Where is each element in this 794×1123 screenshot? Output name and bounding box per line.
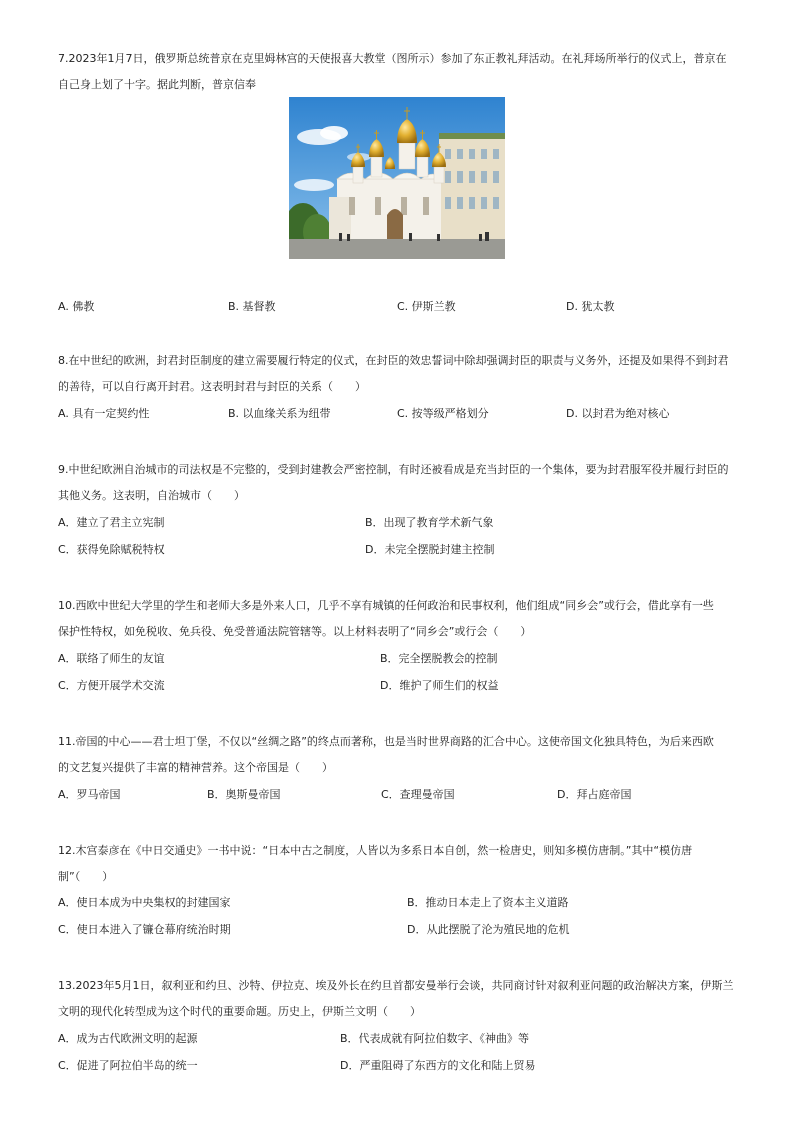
q9-option-a[interactable]: A．建立了君主立宪制 [58, 516, 165, 529]
q11-stem-line2: 的文艺复兴提供了丰富的精神营养。这个帝国是（ ） [58, 761, 333, 774]
q7-stem-line1: 7.2023年1月7日，俄罗斯总统普京在克里姆林宫的天使报喜大教堂（图所示）参加了东正教礼拜活动。在礼拜场所举行的仪式上，普京在 [58, 52, 727, 65]
q13-option-b[interactable]: B．代表成就有阿拉伯数字、《神曲》等 [340, 1032, 530, 1045]
q12-stem-line2: 制”（ ） [58, 870, 114, 883]
q12-option-c[interactable]: C．使日本进入了镰仓幕府统治时期 [58, 923, 231, 936]
q13-option-a[interactable]: A．成为古代欧洲文明的起源 [58, 1032, 198, 1045]
q9-stem-line1: 9.中世纪欧洲自治城市的司法权是不完整的，受到封建教会严密控制，有时还被看成是充当封臣的一个集体，要为封君服军役并履行封臣的 [58, 463, 729, 476]
q10-stem-line1: 10.西欧中世纪大学里的学生和老师大多是外来人口，几乎不享有城镇的任何政治和民事权利，他们组成“同乡会”或行会，借此享有一些 [58, 599, 714, 612]
q11-option-c[interactable]: C．查理曼帝国 [381, 788, 455, 801]
q9-option-c[interactable]: C．获得免除赋税特权 [58, 543, 165, 556]
q13-stem-line1: 13.2023年5月1日，叙利亚和约旦、沙特、伊拉克、埃及外长在约旦首都安曼举行会谈，共同商讨针对叙利亚问题的政治解决方案，伊斯兰 [58, 979, 734, 992]
q11-option-a[interactable]: A．罗马帝国 [58, 788, 121, 801]
q9-option-d[interactable]: D．未完全摆脱封建主控制 [365, 543, 495, 556]
q7-option-d[interactable]: D. 犹太教 [566, 300, 615, 313]
q10-option-d[interactable]: D．维护了师生们的权益 [380, 679, 499, 692]
q9-stem-line2: 其他义务。这表明，自治城市（ ） [58, 489, 245, 502]
q10-option-c[interactable]: C．方便开展学术交流 [58, 679, 165, 692]
q7-option-a[interactable]: A. 佛教 [58, 300, 95, 313]
q13-option-c[interactable]: C．促进了阿拉伯半岛的统一 [58, 1059, 198, 1072]
q10-stem-line2: 保护性特权，如免税收、免兵役、免受普通法院管辖等。以上材料表明了“同乡会”或行会（ ） [58, 625, 532, 638]
q12-stem-line1: 12.木宫泰彦在《中日交通史》一书中说：“日本中古之制度，人皆以为多系日本自创，然一检唐史，则知多模仿唐制。”其中“模仿唐 [58, 844, 693, 857]
q10-option-b[interactable]: B．完全摆脱教会的控制 [380, 652, 498, 665]
q8-stem-line1: 8.在中世纪的欧洲，封君封臣制度的建立需要履行特定的仪式，在封臣的效忠誓词中除却强调封臣的职责与义务外，还提及如果得不到封君 [58, 354, 729, 367]
q12-option-a[interactable]: A．使日本成为中央集权的封建国家 [58, 896, 231, 909]
q8-option-c[interactable]: C. 按等级严格划分 [397, 407, 489, 420]
q11-stem-line1: 11.帝国的中心——君士坦丁堡，不仅以“丝绸之路”的终点而著称，也是当时世界商路的汇合中心。这使帝国文化独具特色，为后来西欧 [58, 735, 714, 748]
q8-option-d[interactable]: D. 以封君为绝对核心 [566, 407, 670, 420]
cathedral-photo [289, 97, 505, 259]
q11-option-d[interactable]: D．拜占庭帝国 [557, 788, 632, 801]
q9-option-b[interactable]: B．出现了教育学术新气象 [365, 516, 494, 529]
q13-stem-line2: 文明的现代化转型成为这个时代的重要命题。历史上，伊斯兰文明（ ） [58, 1005, 421, 1018]
q8-option-b[interactable]: B. 以血缘关系为纽带 [228, 407, 331, 420]
q10-option-a[interactable]: A．联络了师生的友谊 [58, 652, 165, 665]
q13-option-d[interactable]: D．严重阻碍了东西方的文化和陆上贸易 [340, 1059, 536, 1072]
q12-option-b[interactable]: B．推动日本走上了资本主义道路 [407, 896, 569, 909]
q12-option-d[interactable]: D．从此摆脱了沦为殖民地的危机 [407, 923, 570, 936]
q8-stem-line2: 的善待，可以自行离开封君。这表明封君与封臣的关系（ ） [58, 380, 366, 393]
q7-stem-line2: 自己身上划了十字。据此判断，普京信奉 [58, 78, 256, 91]
q7-option-c[interactable]: C. 伊斯兰教 [397, 300, 456, 313]
q11-option-b[interactable]: B．奥斯曼帝国 [207, 788, 281, 801]
q7-option-b[interactable]: B. 基督教 [228, 300, 276, 313]
cathedral-illustration [289, 97, 505, 259]
q8-option-a[interactable]: A. 具有一定契约性 [58, 407, 150, 420]
